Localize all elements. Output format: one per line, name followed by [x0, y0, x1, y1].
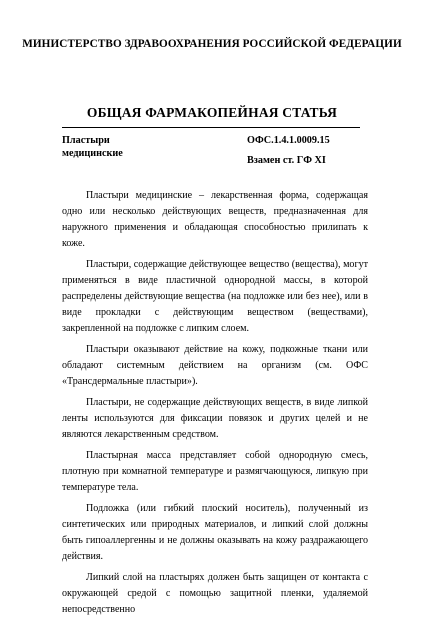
ministry-header: МИНИСТЕРСТВО ЗДРАВООХРАНЕНИЯ РОССИЙСКОЙ ФЕДЕРАЦИИ [22, 38, 402, 50]
body-paragraph: Пластыри, содержащие действующее вещество (вещества), могут применяться в виде пластичной однородной массы, в которой распределены действующие вещества (на подложке или без нее), или в виде прокладки с действующим веществом (веществами), закрепленной на подложке с липким слоем. [62, 259, 368, 334]
article-name-line2: медицинские [62, 148, 123, 159]
article-name-line1: Пластыри [62, 135, 110, 146]
title-divider [62, 127, 360, 128]
article-body [62, 188, 368, 618]
article-replaces: Взамен ст. ГФ XI [247, 155, 326, 166]
article-name [62, 134, 123, 160]
article-code: ОФС.1.4.1.0009.15 [247, 135, 330, 146]
article-title: ОБЩАЯ ФАРМАКОПЕЙНАЯ СТАТЬЯ [86, 105, 338, 120]
body-paragraph: Липкий слой на пластырях должен быть защищен от контакта с окружающей средой с помощью защитной пленки, удаляемой непосредственно [62, 572, 368, 615]
body-paragraph: Подложка (или гибкий плоский носитель), полученный из синтетических или природных материалов, и липкий слой должны быть гипоаллергенны и не должны оказывать на кожу раздражающего действия. [62, 503, 368, 562]
body-paragraph: Пластыри оказывают действие на кожу, подкожные ткани или обладают системным действием на организм (см. ОФС «Трансдермальные пластыри»). [62, 344, 368, 387]
body-paragraph: Пластыри, не содержащие действующих веществ, в виде липкой ленты используются для фиксации повязок и других целей и не являются лекарственным средством. [62, 397, 368, 440]
body-paragraph: Пластырная масса представляет собой однородную смесь, плотную при комнатной температуре и размягчающуюся, липкую при температуре тела. [62, 450, 368, 493]
body-paragraph: Пластыри медицинские – лекарственная форма, содержащая одно или несколько действующих веществ, предназначенная для наружного применения и обладающая способностью прилипать к коже. [62, 190, 368, 249]
article-meta [247, 134, 330, 167]
